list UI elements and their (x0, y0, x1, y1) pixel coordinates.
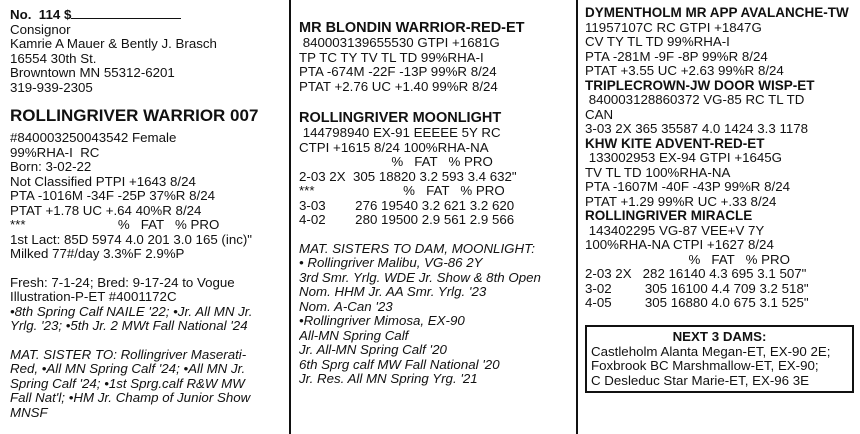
animal-detail: Milked 77#/day 3.3%F 2.9%P (10, 247, 185, 261)
grand-sire-detail: PTAT +3.55 UC +2.63 99%R 8/24 (585, 64, 784, 78)
grand-sire-detail: 11957107C RC GTPI +1847G (585, 20, 762, 35)
price-blank (71, 6, 181, 19)
maternal-grand-dam-name: ROLLINGRIVER MIRACLE (585, 208, 753, 223)
consignor-label: Consignor (10, 22, 71, 37)
animal-detail: Born: 3-02-22 (10, 160, 92, 174)
mat-sister-line: All-MN Spring Calf (299, 328, 409, 343)
consignor-street: 16554 30th St. (10, 51, 97, 66)
maternal-grand-dam-detail: 2-03 2X 282 16140 4.3 695 3.1 507" (585, 267, 807, 281)
mat-sister-line: Jr. Res. All MN Spring Yrg. '21 (299, 372, 478, 386)
sire-detail: PTAT +2.76 UC +1.40 99%R 8/24 (299, 79, 498, 94)
animal-detail: 99%RHA-I RC (10, 145, 100, 160)
mat-sister-line: Jr. All-MN Spring Calf '20 (299, 343, 447, 357)
maternal-grand-sire-detail: PTA -1607M -40F -43P 99%R 8/24 (585, 180, 790, 194)
maternal-grand-sire-detail: PTAT +1.29 99%R UC +.33 8/24 (585, 194, 777, 209)
mat-sister-line: 3rd Smr. Yrlg. WDE Jr. Show & 8th Open (299, 270, 541, 285)
mat-sister: Red, •All MN Spring Calf '24; •All MN Jr. (10, 362, 246, 376)
sire-detail: 840003139655530 GTPI +1681G (299, 36, 500, 50)
grand-dam-detail: CAN (585, 107, 614, 122)
animal-detail: #840003250043542 Female (10, 131, 177, 145)
grand-dam-detail: 840003128860372 VG-85 RC TL TD (585, 93, 805, 107)
fresh-info: Yrlg. '23; •5th Jr. 2 MWt Fall National '24 (10, 319, 248, 333)
mat-sister: MAT. SISTER TO: Rollingriver Maserati- (10, 347, 247, 362)
next-dams-header: NEXT 3 DAMS: (672, 328, 767, 344)
consignor-city: Browntown MN 55312-6201 (10, 66, 175, 80)
mat-sister: Spring Calf '24; •1st Sprg.calf R&W MW (10, 376, 245, 391)
pedigree-column (576, 0, 860, 434)
consignor-phone: 319-939-2305 (10, 80, 93, 95)
animal-detail: *** % FAT % PRO (10, 218, 220, 232)
maternal-grand-dam-detail: 4-05 305 16880 4.0 675 3.1 525" (585, 296, 809, 310)
grand-dam-name: TRIPLECROWN-JW DOOR WISP-ET (585, 77, 815, 93)
animal-detail: PTA -1016M -34F -25P 37%R 8/24 (10, 189, 215, 203)
maternal-grand-sire-name: KHW KITE ADVENT-RED-ET (585, 135, 765, 151)
lot-number: No. 114 $ (10, 6, 283, 23)
mat-sister-line: • Rollingriver Malibu, VG-86 2Y (299, 256, 483, 270)
sire-detail: TP TC TY TV TL TD 99%RHA-I (299, 50, 484, 65)
grand-sire-detail: PTA -281M -9F -8P 99%R 8/24 (585, 49, 768, 64)
maternal-grand-dam-detail: % FAT % PRO (585, 252, 790, 267)
mat-sister-line: •Rollingriver Mimosa, EX-90 (299, 314, 465, 328)
dam-detail: *** % FAT % PRO (299, 184, 505, 198)
dam-detail: 2-03 2X 305 18820 3.2 593 3.4 632" (299, 169, 517, 184)
mat-sister-line: 6th Sprg calf MW Fall National '20 (299, 357, 500, 372)
next-dam-line: Foxbrook BC Marshmallow-ET, EX-90; (591, 359, 819, 373)
animal-detail: 1st Lact: 85D 5974 4.0 201 3.0 165 (inc)" (10, 232, 253, 247)
mat-sister-line: Nom. HHM Jr. AA Smr. Yrlg. '23 (299, 285, 487, 299)
fresh-info: Illustration-P-ET #4001172C (10, 290, 177, 304)
consignor-column (0, 0, 289, 434)
maternal-grand-sire-detail: TV TL TD 100%RHA-NA (585, 165, 731, 180)
maternal-grand-dam-detail: 3-02 305 16100 4.4 709 3.2 518" (585, 281, 809, 296)
animal-name: ROLLINGRIVER WARRIOR 007 (10, 106, 259, 125)
fresh-info: Fresh: 7-1-24; Bred: 9-17-24 to Vogue (10, 275, 235, 290)
dam-name: ROLLINGRIVER MOONLIGHT (299, 110, 502, 126)
grand-sire-detail: CV TY TL TD 99%RHA-I (585, 35, 730, 49)
dam-detail: 144798940 EX-91 EEEEE 5Y RC (299, 126, 501, 140)
maternal-grand-dam-detail: 143402295 VG-87 VEE+V 7Y (585, 223, 765, 238)
maternal-grand-sire-detail: 133002953 EX-94 GTPI +1645G (585, 151, 783, 165)
dam-detail: % FAT % PRO (299, 155, 493, 169)
maternal-grand-dam-detail: 100%RHA-NA CTPI +1627 8/24 (585, 238, 774, 252)
mat-sister: Fall Nat'l; •HM Jr. Champ of Junior Show (10, 391, 251, 405)
dam-detail: 4-02 280 19500 2.9 561 2.9 566 (299, 213, 515, 227)
sire-name: MR BLONDIN WARRIOR-RED-ET (299, 20, 525, 36)
next-dams-box (585, 325, 854, 394)
mat-sister-line: Nom. A-Can '23 (299, 299, 393, 314)
consignor-name: Kamrie A Mauer & Bently J. Brasch (10, 37, 217, 51)
sire-detail: PTA -674M -22F -13P 99%R 8/24 (299, 65, 497, 79)
mat-sister: MNSF (10, 405, 48, 420)
animal-detail: PTAT +1.78 UC +.64 40%R 8/24 (10, 203, 202, 218)
mat-sisters-heading: MAT. SISTERS TO DAM, MOONLIGHT: (299, 241, 535, 256)
grand-dam-detail: 3-03 2X 365 35587 4.0 1424 3.3 1178 (585, 122, 809, 136)
next-dam-line: Castleholm Alanta Megan-ET, EX-90 2E; (591, 344, 831, 359)
sire-dam-column (289, 0, 576, 434)
dam-detail: CTPI +1615 8/24 100%RHA-NA (299, 140, 489, 155)
dam-detail: 3-03 276 19540 3.2 621 3.2 620 (299, 198, 515, 213)
fresh-info: •8th Spring Calf NAILE '22; •Jr. All MN Jr. (10, 304, 253, 319)
grand-sire-name: DYMENTHOLM MR APP AVALANCHE-TW (585, 5, 849, 20)
animal-detail: Not Classified PTPI +1643 8/24 (10, 174, 196, 189)
next-dam-line: C Desleduc Star Marie-ET, EX-96 3E (591, 373, 810, 388)
